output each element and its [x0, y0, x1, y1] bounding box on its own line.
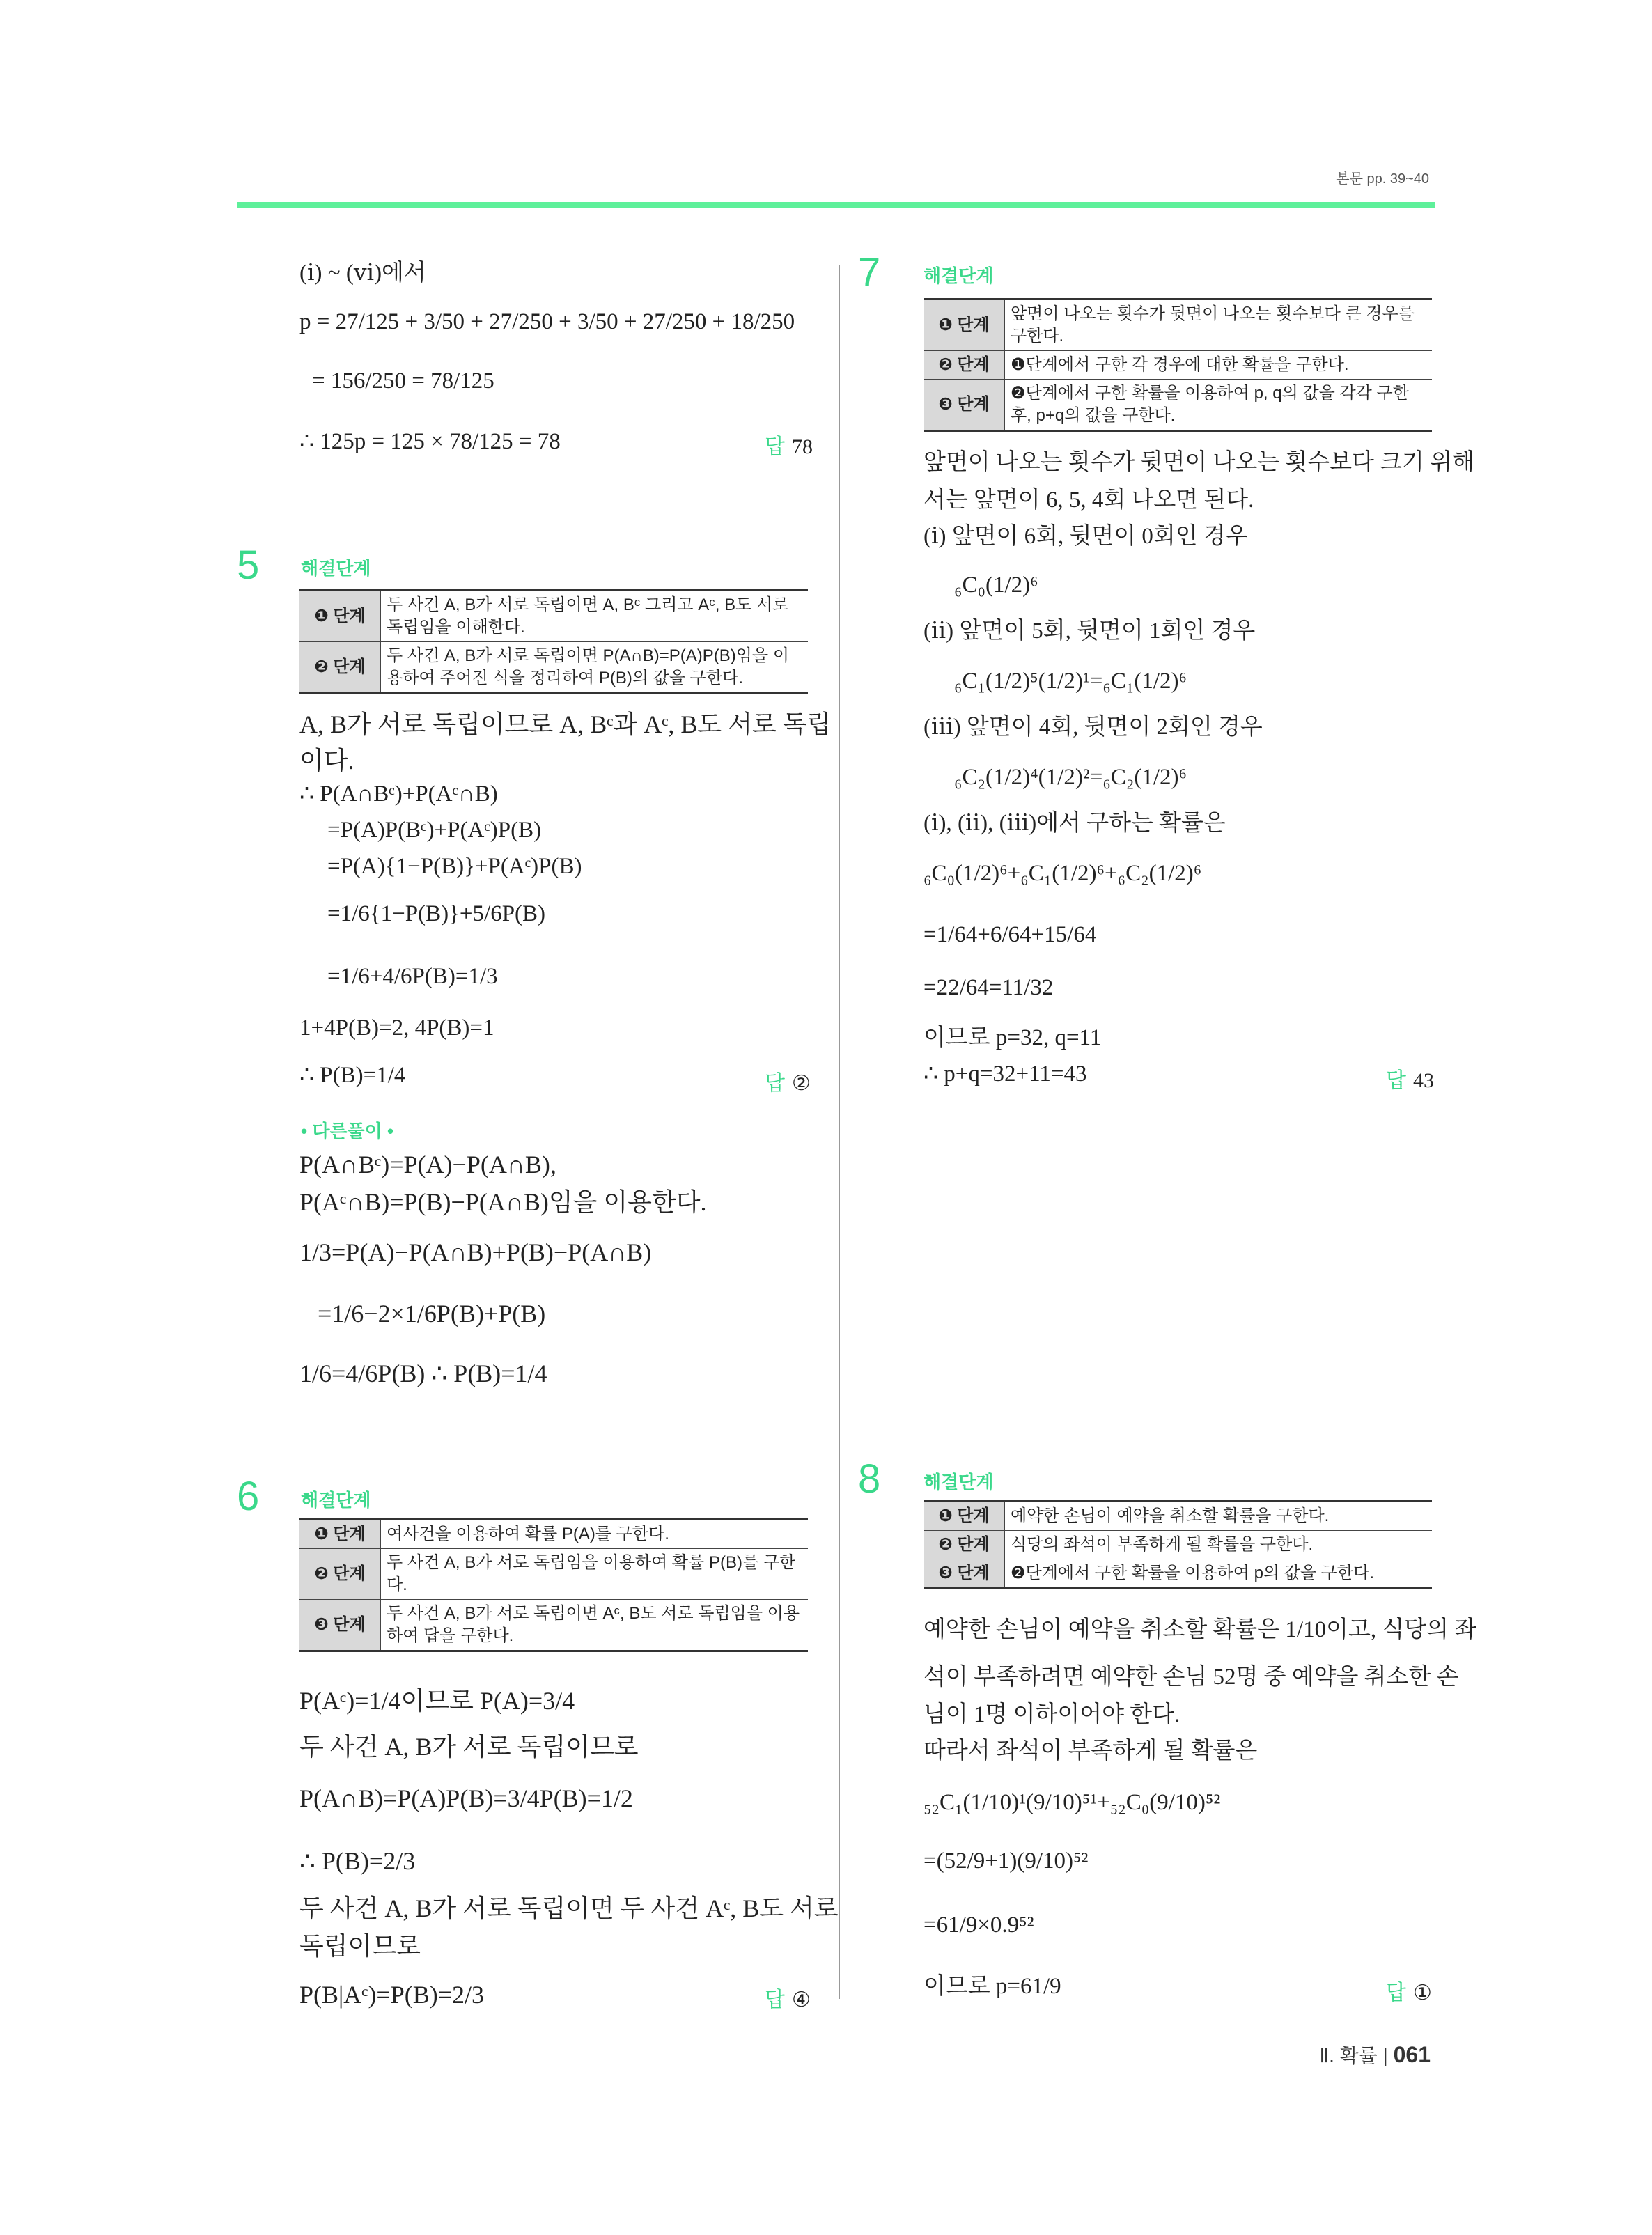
p5-line: ∴ P(A∩Bᶜ)+P(Aᶜ∩B) — [299, 781, 498, 807]
p4-line: p = 27/125 + 3/50 + 27/250 + 3/50 + 27/250 + 18/250 — [299, 309, 795, 334]
answer-label: 답 — [765, 1072, 785, 1095]
problem-number: 6 — [237, 1474, 260, 1519]
step-label: ❸ 단계 — [924, 1559, 1005, 1589]
answer-value: ② — [791, 1072, 811, 1095]
answer-label: 답 — [1386, 1981, 1406, 2004]
step-text: 두 사건 A, B가 서로 독립이면 A, Bᶜ 그리고 Aᶜ, B도 서로 독립임을 이해한다. — [381, 591, 809, 642]
step-label: ❶ 단계 — [924, 1502, 1005, 1531]
step-row — [299, 642, 808, 694]
p8-line: 따라서 좌석이 부족하게 될 확률은 — [924, 1738, 1258, 1763]
p4-line: ∴ 125p = 125 × 78/125 = 78 — [299, 429, 561, 454]
step-text: ❷단계에서 구한 확률을 이용하여 p, q의 값을 각각 구한 후, p+q의 값을 구한다. — [1005, 380, 1433, 431]
p5-line: 이다. — [299, 747, 354, 774]
answer-label: 답 — [765, 1988, 785, 2011]
step-text: 식당의 좌석이 부족하게 될 확률을 구한다. — [1005, 1531, 1433, 1559]
step-row — [924, 1502, 1432, 1531]
solution-steps-heading: 해결단계 — [301, 1490, 371, 1511]
step-row — [924, 380, 1432, 431]
p7-line: ₆C₁(1/2)⁵(1/2)¹=₆C₁(1/2)⁶ — [954, 669, 1187, 694]
step-row — [299, 591, 808, 642]
p7-line: (ⅱ) 앞면이 5회, 뒷면이 1회인 경우 — [924, 618, 1256, 644]
p5-answer — [765, 1066, 811, 1096]
step-row — [924, 351, 1432, 380]
alternative-solution-heading: • 다른풀이 • — [301, 1121, 394, 1142]
p5-line: A, B가 서로 독립이므로 A, Bᶜ과 Aᶜ, B도 서로 독립 — [299, 710, 832, 738]
header-rule — [237, 202, 1435, 208]
p7-line: ₆C₀(1/2)⁶+₆C₁(1/2)⁶+₆C₂(1/2)⁶ — [924, 861, 1202, 886]
p8-line: 이므로 p=61/9 — [924, 1974, 1061, 1999]
page-reference: 본문 pp. 39~40 — [1336, 171, 1429, 187]
step-label: ❷ 단계 — [299, 1549, 381, 1600]
p7-line: (ⅰ), (ⅱ), (ⅲ)에서 구하는 확률은 — [924, 811, 1226, 836]
p5-line: ∴ P(B)=1/4 — [299, 1063, 406, 1088]
p8-line: ₅₂C₁(1/10)¹(9/10)⁵¹+₅₂C₀(9/10)⁵² — [924, 1790, 1221, 1815]
column-divider — [839, 265, 840, 1999]
p6-line: 두 사건 A, B가 서로 독립이므로 — [299, 1733, 639, 1761]
p5-alt-line: 1/6=4/6P(B) ∴ P(B)=1/4 — [299, 1360, 547, 1387]
solution-steps-heading: 해결단계 — [301, 558, 371, 579]
p6-line: ∴ P(B)=2/3 — [299, 1847, 416, 1875]
p4-line: (ⅰ) ~ (ⅵ)에서 — [299, 260, 426, 286]
step-label: ❸ 단계 — [924, 380, 1005, 431]
solution-steps-heading: 해결단계 — [924, 265, 994, 286]
p5-alt-line: P(Aᶜ∩B)=P(B)−P(A∩B)임을 이용한다. — [299, 1188, 707, 1216]
p6-line: P(Aᶜ)=1/4이므로 P(A)=3/4 — [299, 1687, 575, 1715]
p6-answer — [765, 1982, 811, 2013]
answer-label: 답 — [1386, 1069, 1406, 1092]
solution-steps-table — [924, 1500, 1432, 1589]
p7-line: =22/64=11/32 — [924, 975, 1054, 1000]
step-row — [924, 1531, 1432, 1559]
problem-number: 8 — [858, 1456, 881, 1502]
p5-line: =P(A)P(Bᶜ)+P(Aᶜ)P(B) — [327, 818, 542, 843]
step-text: 예약한 손님이 예약을 취소할 확률을 구한다. — [1005, 1502, 1433, 1531]
answer-value: ④ — [791, 1988, 811, 2011]
p5-line: 1+4P(B)=2, 4P(B)=1 — [299, 1015, 494, 1041]
step-label: ❶ 단계 — [924, 299, 1005, 351]
solution-steps-table — [299, 1518, 808, 1652]
p8-line: =61/9×0.9⁵² — [924, 1913, 1034, 1938]
step-row — [299, 1549, 808, 1600]
chapter-label: Ⅱ. 확률 — [1319, 2045, 1378, 2066]
p5-line: =1/6{1−P(B)}+5/6P(B) — [327, 901, 546, 926]
step-row — [924, 1559, 1432, 1589]
p7-line: (ⅰ) 앞면이 6회, 뒷면이 0회인 경우 — [924, 524, 1248, 549]
step-text: ❶단계에서 구한 각 경우에 대한 확률을 구한다. — [1005, 351, 1433, 380]
p8-line: 님이 1명 이하이어야 한다. — [924, 1702, 1180, 1727]
step-row — [299, 1520, 808, 1549]
step-text: ❷단계에서 구한 확률을 이용하여 p의 값을 구한다. — [1005, 1559, 1433, 1589]
answer-value: 43 — [1412, 1069, 1434, 1092]
p7-line: 이므로 p=32, q=11 — [924, 1025, 1102, 1050]
p5-line: =P(A){1−P(B)}+P(Aᶜ)P(B) — [327, 854, 582, 879]
p8-answer — [1386, 1975, 1432, 2006]
step-text: 여사건을 이용하여 확률 P(A)를 구한다. — [381, 1520, 809, 1549]
p8-line: 예약한 손님이 예약을 취소할 확률은 1/10이고, 식당의 좌 — [924, 1617, 1477, 1642]
step-label: ❶ 단계 — [299, 1520, 381, 1549]
page-number: 061 — [1393, 2042, 1431, 2067]
p6-line: 독립이므로 — [299, 1932, 421, 1960]
p5-alt-line: =1/6−2×1/6P(B)+P(B) — [318, 1300, 546, 1327]
p5-line: =1/6+4/6P(B)=1/3 — [327, 964, 498, 989]
answer-value: 78 — [791, 435, 813, 458]
p7-line: =1/64+6/64+15/64 — [924, 922, 1097, 947]
p6-line: P(B|Aᶜ)=P(B)=2/3 — [299, 1981, 485, 2009]
p7-line: ₆C₀(1/2)⁶ — [954, 573, 1038, 598]
solution-steps-table — [924, 298, 1432, 432]
step-row — [924, 299, 1432, 351]
step-text: 두 사건 A, B가 서로 독립이면 Aᶜ, B도 서로 독립임을 이용하여 답을 구한다. — [381, 1600, 809, 1651]
step-label: ❸ 단계 — [299, 1600, 381, 1651]
p7-line: (ⅲ) 앞면이 4회, 뒷면이 2회인 경우 — [924, 715, 1263, 740]
p5-alt-line: P(A∩Bᶜ)=P(A)−P(A∩B), — [299, 1151, 556, 1178]
step-label: ❷ 단계 — [924, 1531, 1005, 1559]
step-text: 두 사건 A, B가 서로 독립이면 P(A∩B)=P(A)P(B)임을 이용하여 주어진 식을 정리하여 P(B)의 값을 구한다. — [381, 642, 809, 694]
p4-answer — [765, 429, 813, 460]
solution-steps-table — [299, 589, 808, 694]
step-label: ❷ 단계 — [299, 642, 381, 694]
p4-line: = 156/250 = 78/125 — [312, 368, 494, 394]
problem-number: 5 — [237, 543, 260, 588]
step-text: 앞면이 나오는 횟수가 뒷면이 나오는 횟수보다 큰 경우를 구한다. — [1005, 299, 1433, 351]
p7-line: 앞면이 나오는 횟수가 뒷면이 나오는 횟수보다 크기 위해 — [924, 450, 1474, 475]
answer-label: 답 — [765, 435, 785, 458]
p8-line: =(52/9+1)(9/10)⁵² — [924, 1848, 1089, 1874]
footer-separator: | — [1382, 2045, 1388, 2066]
answer-value: ① — [1412, 1981, 1432, 2004]
solution-steps-heading: 해결단계 — [924, 1472, 994, 1493]
p6-line: 두 사건 A, B가 서로 독립이면 두 사건 Aᶜ, B도 서로 — [299, 1894, 839, 1922]
p6-line: P(A∩B)=P(A)P(B)=3/4P(B)=1/2 — [299, 1784, 633, 1812]
p5-alt-line: 1/3=P(A)−P(A∩B)+P(B)−P(A∩B) — [299, 1238, 652, 1266]
p7-line: ₆C₂(1/2)⁴(1/2)²=₆C₂(1/2)⁶ — [954, 765, 1187, 790]
page-footer — [1319, 2041, 1431, 2069]
p7-answer — [1386, 1063, 1434, 1093]
p7-line: 서는 앞면이 6, 5, 4회 나오면 된다. — [924, 488, 1254, 513]
p8-line: 석이 부족하려면 예약한 손님 52명 중 예약을 취소한 손 — [924, 1665, 1459, 1690]
step-row — [299, 1600, 808, 1651]
problem-number: 7 — [858, 250, 881, 295]
step-label: ❷ 단계 — [924, 351, 1005, 380]
step-label: ❶ 단계 — [299, 591, 381, 642]
p7-line: ∴ p+q=32+11=43 — [924, 1061, 1087, 1087]
step-text: 두 사건 A, B가 서로 독립임을 이용하여 확률 P(B)를 구한다. — [381, 1549, 809, 1600]
